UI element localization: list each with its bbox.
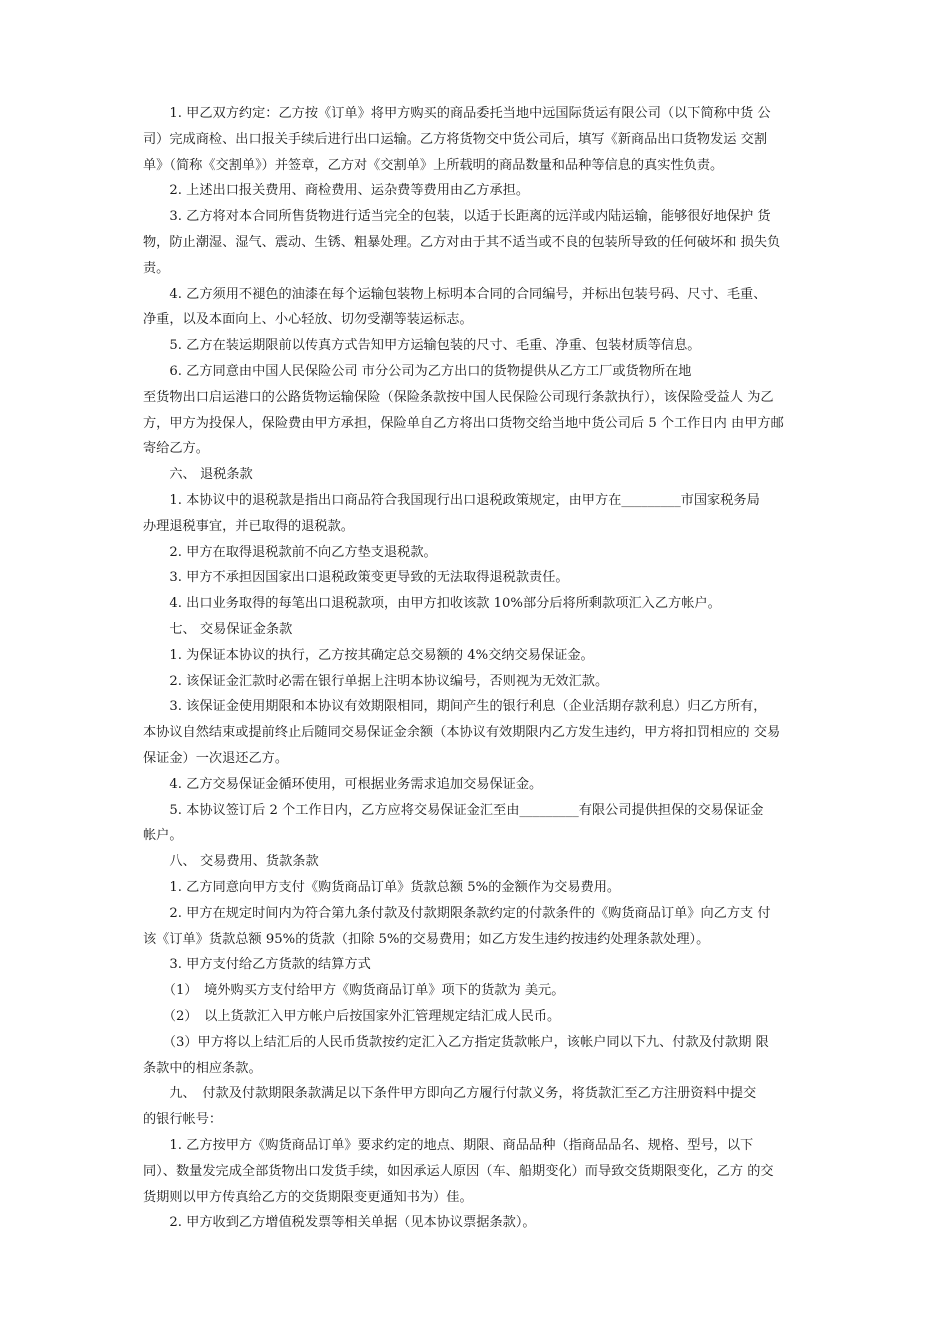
paragraph-line: 条款中的相应条款。: [143, 1060, 262, 1076]
paragraph: [143, 617, 829, 643]
paragraph: [143, 669, 829, 695]
paragraph: [143, 772, 829, 798]
paragraph: [143, 591, 829, 617]
paragraph-line: （2） 以上货款汇入甲方帐户后按国家外汇管理规定结汇成人民币。: [143, 1009, 561, 1024]
paragraph: [143, 462, 829, 488]
paragraph: [143, 101, 829, 178]
paragraph-line: 保证金）一次退还乙方。: [143, 750, 289, 766]
paragraph-line: 5. 本协议签订后 2 个工作日内，乙方应将交易保证金汇至由_________有限公司提供担保的交易保证金: [143, 802, 764, 818]
paragraph-line: 1. 乙方按甲方《购货商品订单》要求约定的地点、期限、商品品种（指商品品名、规格、型号，以下: [143, 1138, 754, 1153]
paragraph: [143, 1030, 829, 1082]
paragraph-line: 九、 付款及付款期限条款满足以下条件甲方即向乙方履行付款义务，将货款汇至乙方注册资料中提交: [143, 1086, 757, 1102]
paragraph-line: （1） 境外购买方支付给甲方《购货商品订单》项下的货款为 美元。: [143, 983, 565, 999]
paragraph-line: 货期则以甲方传真给乙方的交货期限变更通知书为）佳。: [143, 1189, 473, 1205]
paragraph-line: 责。: [143, 260, 170, 276]
paragraph: [143, 359, 829, 462]
paragraph-line: 2. 该保证金汇款时必需在银行单据上注明本协议编号，否则视为无效汇款。: [143, 673, 609, 689]
paragraph-line: 2. 甲方在取得退税款前不向乙方垫支退税款。: [143, 544, 437, 560]
paragraph-line: 的银行帐号：: [143, 1112, 223, 1128]
paragraph-line: 八、 交易费用、货款条款: [143, 854, 319, 870]
paragraph-line: 本协议自然结束或提前终止后随同交易保证金余额（本协议有效期限内乙方发生违约，甲方将扣罚相应的 交易: [143, 725, 781, 741]
paragraph: [143, 643, 829, 669]
paragraph-line: 1. 本协议中的退税款是指出口商品符合我国现行出口退税政策规定，由甲方在_________市国家税务局: [143, 493, 760, 508]
paragraph-line: 1. 为保证本协议的执行，乙方按其确定总交易额的 4%交纳交易保证金。: [143, 647, 594, 663]
paragraph: [143, 901, 829, 953]
paragraph-line: 1. 乙方同意向甲方支付《购货商品订单》货款总额 5%的金额作为交易费用。: [143, 880, 621, 895]
paragraph: [143, 694, 829, 771]
paragraph: [143, 1081, 829, 1133]
paragraph-line: 3. 甲方不承担因国家出口退税政策变更导致的无法取得退税款责任。: [143, 570, 569, 586]
paragraph-line: 同）、数量发完成全部货物出口发货手续，如因承运人原因（车、船期变化）而导致交货期限变化，乙方 的交: [143, 1163, 774, 1179]
paragraph: [143, 875, 829, 901]
paragraph-line: 该《订单》货款总额 95%的货款（扣除 5%的交易费用；如乙方发生违约按违约处理条款处理）。: [143, 931, 710, 947]
paragraph-line: 七、 交易保证金条款: [143, 622, 293, 637]
paragraph: [143, 540, 829, 566]
paragraph-line: 6. 乙方同意由中国人民保险公司 市分公司为乙方出口的货物提供从乙方工厂或货物所在地: [143, 364, 692, 379]
paragraph: [143, 565, 829, 591]
paragraph: [143, 1210, 829, 1236]
paragraph: [143, 178, 829, 204]
paragraph-line: 5. 乙方在装运期限前以传真方式告知甲方运输包装的尺寸、毛重、净重、包装材质等信息。: [143, 338, 701, 354]
paragraph: [143, 1004, 829, 1030]
paragraph-line: 2. 甲方收到乙方增值税发票等相关单据（见本协议票据条款）。: [143, 1215, 536, 1231]
paragraph: [143, 282, 829, 334]
paragraph: [143, 798, 829, 850]
paragraph: [143, 952, 829, 978]
paragraph-line: 1. 甲乙双方约定：乙方按《订单》将甲方购买的商品委托当地中远国际货运有限公司（以下简称中货 公: [143, 106, 771, 121]
paragraph-line: 帐户。: [143, 828, 183, 844]
paragraph-line: 寄给乙方。: [143, 441, 209, 457]
paragraph-line: 至货物出口启运港口的公路货物运输保险（保险条款按中国人民保险公司现行条款执行），该保险受益人 为乙: [143, 389, 774, 405]
paragraph: [143, 978, 829, 1004]
paragraph: [143, 488, 829, 540]
paragraph-line: 六、 退税条款: [143, 467, 253, 483]
paragraph: [143, 204, 829, 281]
paragraph-line: 3. 甲方支付给乙方货款的结算方式: [143, 957, 371, 973]
paragraph-line: 3. 该保证金使用期限和本协议有效期限相同，期间产生的银行利息（企业活期存款利息）归乙方所有，: [143, 699, 767, 715]
paragraph: [143, 1133, 829, 1210]
paragraph-line: 3. 乙方将对本合同所售货物进行适当完全的包装，以适于长距离的远洋或内陆运输，能够很好地保护 货: [143, 209, 771, 225]
paragraph: [143, 333, 829, 359]
paragraph-line: 物，防止潮湿、湿气、震动、生锈、粗暴处理。乙方对由于其不适当或不良的包装所导致的任何破坏和 损失负: [143, 234, 781, 250]
paragraph-line: （3）甲方将以上结汇后的人民币货款按约定汇入乙方指定货款帐户，该帐户同以下九、付款及付款期 限: [143, 1034, 769, 1050]
paragraph-line: 单》（简称《交割单》）并签章，乙方对《交割单》上所载明的商品数量和品种等信息的真实性负责。: [143, 157, 724, 173]
paragraph-line: 办理退税事宜，并已取得的退税款。: [143, 518, 354, 534]
paragraph: [143, 849, 829, 875]
paragraph-line: 4. 乙方须用不褪色的油漆在每个运输包装物上标明本合同的合同编号，并标出包装号码、尺寸、毛重、: [143, 286, 767, 302]
paragraph-line: 方，甲方为投保人，保险费由甲方承担，保险单自乙方将出口货物交给当地中货公司后 5 个工作日内 由甲方邮: [143, 415, 784, 431]
paragraph-line: 净重，以及本面向上、小心轻放、切勿受潮等装运标志。: [143, 312, 473, 328]
paragraph-line: 4. 出口业务取得的每笔出口退税款项，由甲方扣收该款 10%部分后将所剩款项汇入乙方帐户。: [143, 596, 721, 612]
paragraph-line: 4. 乙方交易保证金循环使用，可根据业务需求追加交易保证金。: [143, 776, 543, 792]
paragraph-line: 司）完成商检、出口报关手续后进行出口运输。乙方将货物交中货公司后，填写《新商品出口货物发运 交割: [143, 131, 768, 147]
paragraph-line: 2. 甲方在规定时间内为符合第九条付款及付款期限条款约定的付款条件的《购货商品订单》向乙方支 付: [143, 905, 771, 921]
paragraph-line: 2. 上述出口报关费用、商检费用、运杂费等费用由乙方承担。: [143, 183, 530, 199]
